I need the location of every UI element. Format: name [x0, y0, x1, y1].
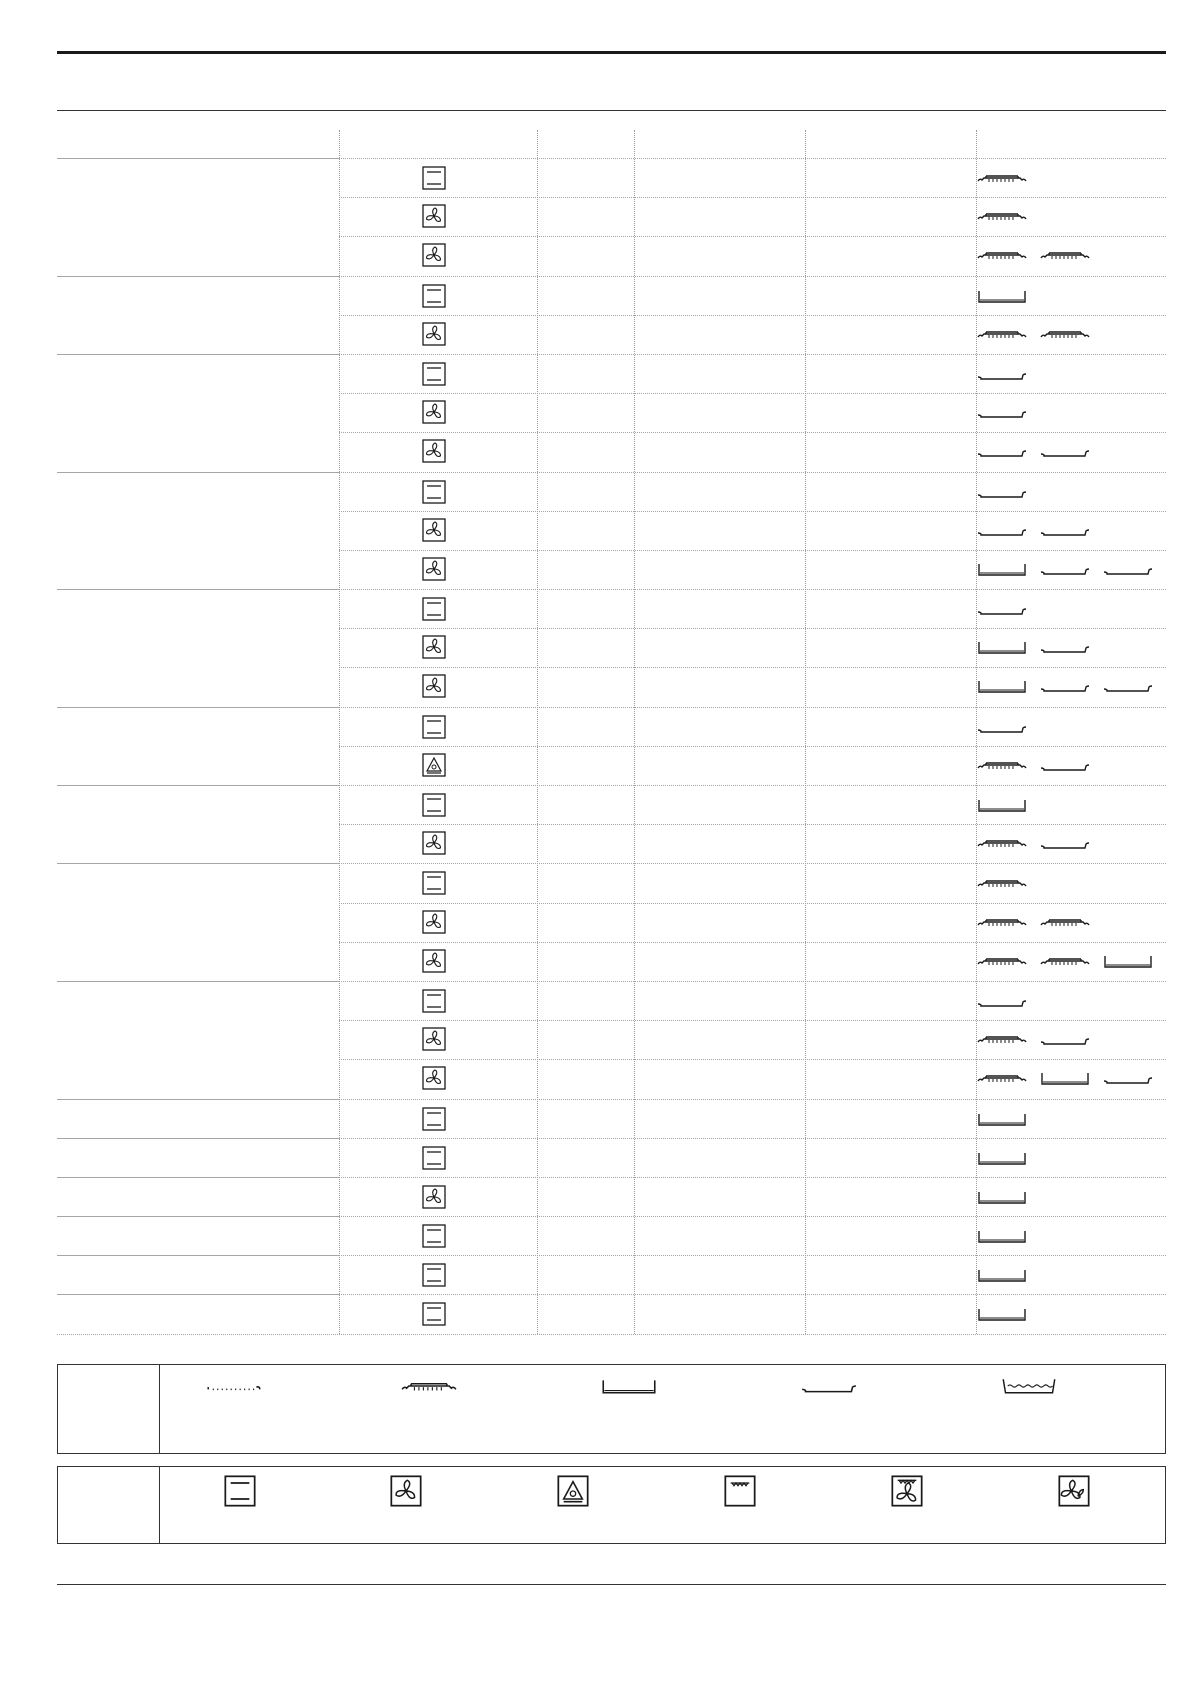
fan-forced-icon [422, 1066, 446, 1090]
table-row [57, 942, 1166, 981]
conventional-icon [422, 989, 446, 1013]
food-cell [57, 981, 339, 1022]
food-cell [57, 1294, 339, 1335]
grill-icon [724, 1475, 756, 1512]
accessory-cell [977, 1031, 1090, 1047]
food-cell [57, 707, 339, 748]
deep-tray-icon [977, 639, 1027, 655]
accessory-cell [977, 875, 1027, 891]
food-cell [57, 392, 339, 432]
fan-forced-icon [422, 322, 446, 346]
wire-shelf-icon [1040, 247, 1090, 263]
food-cell [57, 863, 339, 904]
baking-tray-icon [977, 719, 1027, 735]
table-row [57, 1099, 1166, 1138]
conventional-icon [422, 1224, 446, 1248]
baking-tray-icon [1103, 561, 1153, 577]
header-rule [57, 110, 1166, 111]
deep-tray-icon [977, 678, 1027, 694]
table-row [57, 628, 1166, 667]
table-row [57, 1216, 1166, 1255]
accessory-cell [977, 953, 1153, 969]
baking-tray-icon [1040, 757, 1090, 773]
wire-shelf-icon [977, 247, 1027, 263]
food-cell [57, 1255, 339, 1296]
fan-forced-icon [422, 831, 446, 855]
fan-forced-icon [422, 635, 446, 659]
food-cell [57, 666, 339, 706]
table-row [57, 1255, 1166, 1294]
baking-tray-icon [977, 404, 1027, 420]
accessory-cell [977, 835, 1090, 851]
food-cell [57, 1058, 339, 1098]
table-row [57, 158, 1166, 197]
baking-tray-icon [1040, 443, 1090, 459]
column-separator [634, 130, 635, 1334]
wire-shelf-icon [977, 875, 1027, 891]
baking-tray-icon [977, 993, 1027, 1009]
table-row [57, 393, 1166, 432]
deep-tray-icon [977, 797, 1027, 813]
accessory-cell [977, 1111, 1027, 1127]
baking-tray-icon [1040, 1031, 1090, 1047]
fan-forced-icon [422, 439, 446, 463]
table-row [57, 1138, 1166, 1177]
food-cell [57, 823, 339, 863]
deep-tray-icon [977, 288, 1027, 304]
wire-shelf-icon [977, 835, 1027, 851]
conventional-icon [422, 1302, 446, 1326]
accessory-cell [977, 757, 1090, 773]
fan-forced-icon [390, 1475, 422, 1512]
accessory-cell [977, 639, 1090, 655]
wire-shelf-icon [977, 953, 1027, 969]
accessory-cell [977, 1070, 1153, 1086]
table-row [57, 824, 1166, 863]
conventional-icon [422, 715, 446, 739]
table-row [57, 472, 1166, 511]
table-row [57, 276, 1166, 315]
food-cell [57, 1019, 339, 1059]
table-header [57, 130, 1166, 158]
baking-tray-icon [977, 484, 1027, 500]
fan-forced-icon [422, 1185, 446, 1209]
food-cell [57, 235, 339, 275]
table-row [57, 550, 1166, 589]
food-cell [57, 314, 339, 354]
deep-tray-icon [977, 1228, 1027, 1244]
conventional-icon [224, 1475, 256, 1512]
baking-tray-icon [1103, 678, 1153, 694]
table-body [57, 158, 1166, 1334]
table-row [57, 236, 1166, 275]
wire-shelf-icon [401, 1377, 457, 1400]
table-row [57, 197, 1166, 236]
wire-shelf-icon [1040, 326, 1090, 342]
function-legend [57, 1466, 1166, 1544]
food-cell [57, 510, 339, 550]
baking-tray-icon [1040, 561, 1090, 577]
wire-shelf-icon [977, 1031, 1027, 1047]
conventional-icon [422, 166, 446, 190]
food-cell [57, 627, 339, 667]
table-row [57, 863, 1166, 902]
table-row [57, 589, 1166, 628]
baking-tray-icon [1040, 835, 1090, 851]
top-rule [57, 51, 1166, 54]
accessory-cell [977, 366, 1027, 382]
food-cell [57, 1138, 339, 1179]
conventional-icon [422, 362, 446, 386]
fan-forced-icon [422, 674, 446, 698]
table-row [57, 511, 1166, 550]
accessory-cell [977, 1189, 1027, 1205]
accessory-cell [977, 247, 1090, 263]
table-row [57, 315, 1166, 354]
conventional-icon [422, 1107, 446, 1131]
table-row [57, 1177, 1166, 1216]
accessory-legend [57, 1364, 1166, 1454]
conventional-icon [422, 1146, 446, 1170]
footer-rule [57, 1584, 1166, 1585]
water-tray-icon [1001, 1377, 1057, 1400]
accessory-cell [977, 522, 1090, 538]
food-cell [57, 1177, 339, 1218]
wire-shelf-icon [1040, 914, 1090, 930]
deep-tray-icon [601, 1377, 657, 1400]
eco-fan-icon [1058, 1475, 1090, 1512]
table-row [57, 1294, 1166, 1333]
baking-tray-icon [801, 1377, 857, 1400]
fan-forced-icon [422, 400, 446, 424]
deep-tray-icon [977, 1111, 1027, 1127]
cooking-table [57, 130, 1166, 1335]
wire-shelf-icon [977, 208, 1027, 224]
accessory-cell [977, 404, 1027, 420]
baking-tray-icon [977, 522, 1027, 538]
table-row [57, 1059, 1166, 1098]
food-cell [57, 745, 339, 785]
baking-tray-icon [1103, 1070, 1153, 1086]
food-cell [57, 549, 339, 589]
grill-fan-icon [891, 1475, 923, 1512]
baking-tray-icon [977, 443, 1027, 459]
baking-tray-icon [1040, 678, 1090, 694]
accessory-cell [977, 797, 1027, 813]
table-row [57, 746, 1166, 785]
baking-tray-icon [1040, 522, 1090, 538]
deep-tray-icon [1040, 1070, 1090, 1086]
table-row [57, 707, 1166, 746]
table-row [57, 903, 1166, 942]
deep-tray-icon [977, 1306, 1027, 1322]
column-separator [537, 130, 538, 1334]
accessory-cell [977, 1150, 1027, 1166]
food-cell [57, 1099, 339, 1140]
accessory-cell [977, 443, 1090, 459]
accessory-cell [977, 208, 1027, 224]
deep-tray-icon [977, 1150, 1027, 1166]
column-separator [976, 130, 977, 1334]
conventional-icon [422, 597, 446, 621]
deep-tray-icon [977, 561, 1027, 577]
table-row [57, 981, 1166, 1020]
table-row [57, 432, 1166, 471]
accessory-cell [977, 914, 1090, 930]
accessory-cell [977, 601, 1027, 617]
wire-shelf-icon [977, 170, 1027, 186]
food-cell [57, 354, 339, 395]
food-cell [57, 785, 339, 826]
table-row [57, 1020, 1166, 1059]
conventional-icon [422, 284, 446, 308]
accessory-cell [977, 484, 1027, 500]
fan-forced-icon [422, 518, 446, 542]
accessory-cell [977, 288, 1027, 304]
pizza-icon [557, 1475, 589, 1512]
food-cell [57, 276, 339, 317]
fan-forced-icon [422, 949, 446, 973]
wire-shelf-icon [977, 757, 1027, 773]
table-row [57, 354, 1166, 393]
conventional-icon [422, 793, 446, 817]
accessory-cell [977, 1306, 1027, 1322]
food-cell [57, 472, 339, 513]
baking-tray-icon [1040, 639, 1090, 655]
deep-tray-icon [977, 1189, 1027, 1205]
column-separator [805, 130, 806, 1334]
conventional-icon [422, 480, 446, 504]
fan-forced-icon [422, 910, 446, 934]
accessory-cell [977, 170, 1027, 186]
food-cell [57, 941, 339, 981]
conventional-icon [422, 1263, 446, 1287]
accessory-cell [977, 1228, 1027, 1244]
column-separator [339, 130, 340, 1334]
fan-forced-icon [422, 243, 446, 267]
accessory-cell [977, 1267, 1027, 1283]
table-row [57, 667, 1166, 706]
food-cell [57, 902, 339, 942]
food-cell [57, 589, 339, 630]
baking-tray-icon [977, 366, 1027, 382]
wire-shelf-icon [977, 1070, 1027, 1086]
food-cell [57, 196, 339, 236]
food-cell [57, 158, 339, 199]
fan-forced-icon [422, 1027, 446, 1051]
accessory-legend-label [58, 1365, 160, 1453]
food-cell [57, 431, 339, 471]
food-cell [57, 1216, 339, 1257]
conventional-icon [422, 871, 446, 895]
accessory-cell [977, 561, 1153, 577]
wire-shelf-icon [1040, 953, 1090, 969]
wire-shelf-icon [977, 914, 1027, 930]
accessory-cell [977, 326, 1090, 342]
baking-tray-icon [977, 601, 1027, 617]
wire-shelf-icon [977, 326, 1027, 342]
accessory-cell [977, 678, 1153, 694]
accessory-cell [977, 719, 1027, 735]
pizza-icon [422, 753, 446, 777]
fan-forced-icon [422, 204, 446, 228]
deep-tray-icon [977, 1267, 1027, 1283]
function-legend-label [58, 1467, 160, 1543]
table-row [57, 785, 1166, 824]
deep-tray-icon [1103, 953, 1153, 969]
grill-rack-icon [206, 1377, 262, 1400]
fan-forced-icon [422, 557, 446, 581]
accessory-cell [977, 993, 1027, 1009]
